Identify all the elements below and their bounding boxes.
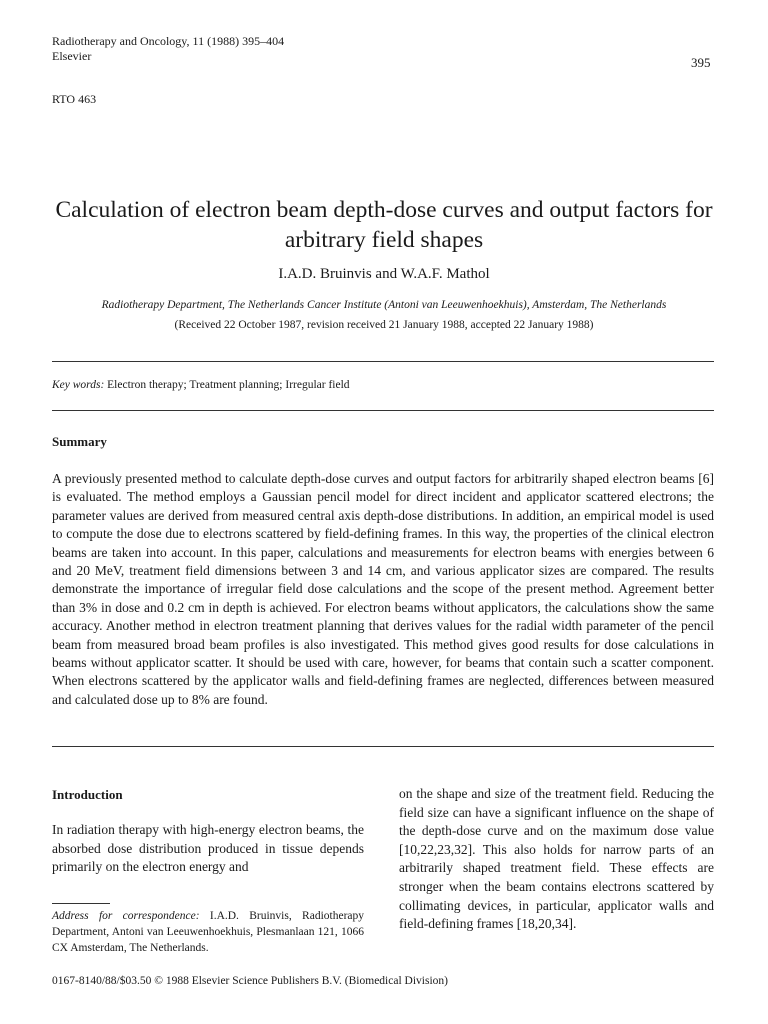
journal-citation: Radiotherapy and Oncology, 11 (1988) 395–404 [52, 34, 285, 48]
summary-text: A previously presented method to calculate depth-dose curves and output factors for arbitrarily shaped electron beams [6] is evaluated. The method employs a Gaussian pencil model for direct incident and applicator scattered electrons; the parameter values are derived from measured central axis depth-dose distributions. In addition, an empirical model is used to compute the dose due to electrons scattered by field-defining frames. In this way, the properties of the clinical electron beams are taken into account. In this paper, calculations and measurements for electron beams with energies between 6 and 20 MeV, treatment field dimensions between 3 and 14 cm, and various applicator sizes are compared. The results demonstrate the importance of irregular field dose calculations and the scope of the present method. Agreement better than 3% in dose and 0.2 cm in depth is achieved. For electron beams without applicators, the calculations show the same accuracy. Another method in electron treatment planning that derives values for the radial width parameter of the pencil beam from measured broad beam profiles is also investigated. This method gives good results for dose calculations in beams without applicator scatter. It should be used with care, however, for beams that contain such a scatter component. When electrons scattered by the applicator walls and field-defining frames are neglected, differences between measured and calculated dose up to 8% are found. [52, 471, 714, 707]
footnote-label: Address for correspondence: [52, 910, 200, 922]
author-affiliation: Radiotherapy Department, The Netherlands Cancer Institute (Antoni van Leeuwenhoekhuis), Amsterdam, The Netherlands [101, 299, 667, 311]
page-number: 395 [691, 55, 711, 70]
article-title: Calculation of electron beam depth-dose curves and output factors for arbitrary field shapes [55, 197, 713, 253]
divider-top [52, 361, 714, 362]
summary-heading: Summary [52, 434, 107, 449]
divider-keywords [52, 410, 714, 411]
introduction-heading: Introduction [52, 787, 123, 802]
received-dates: (Received 22 October 1987, revision received 21 January 1988, accepted 22 January 1988) [174, 319, 594, 331]
article-authors: I.A.D. Bruinvis and W.A.F. Mathol [278, 266, 490, 282]
keywords-label: Key words: [52, 379, 105, 391]
keywords-line [52, 379, 350, 391]
publisher-name: Elsevier [52, 49, 92, 63]
correspondence-footnote [52, 908, 364, 956]
keywords-text: Electron therapy; Treatment planning; Irregular field [107, 379, 350, 391]
journal-header [52, 34, 284, 64]
footnote-text: I.A.D. Bruinvis, Radiotherapy Department, Antoni van Leeuwenhoekhuis, Plesmanlaan 121, 1066 CX Amsterdam, The Netherlands. [52, 910, 364, 954]
article-code: RTO 463 [52, 92, 97, 106]
introduction-right-text: on the shape and size of the treatment field. Reducing the field size can have a significant influence on the shape of the depth-dose curve and on the maximum dose value [10,22,23,32]. This also holds for narrow parts of an arbitrarily shaped treatment field. These effects are stronger when the beam contains electrons scattered by collimating devices, in particular, applicator walls and field-defining frames [18,20,34]. [399, 786, 714, 932]
introduction-left-text: In radiation therapy with high-energy electron beams, the absorbed dose distribution produced in tissue depends primarily on the electron energy and [52, 822, 364, 875]
copyright-line: 0167-8140/88/$03.50 © 1988 Elsevier Science Publishers B.V. (Biomedical Division) [52, 975, 448, 987]
divider-summary [52, 746, 714, 747]
footnote-divider [52, 903, 110, 904]
